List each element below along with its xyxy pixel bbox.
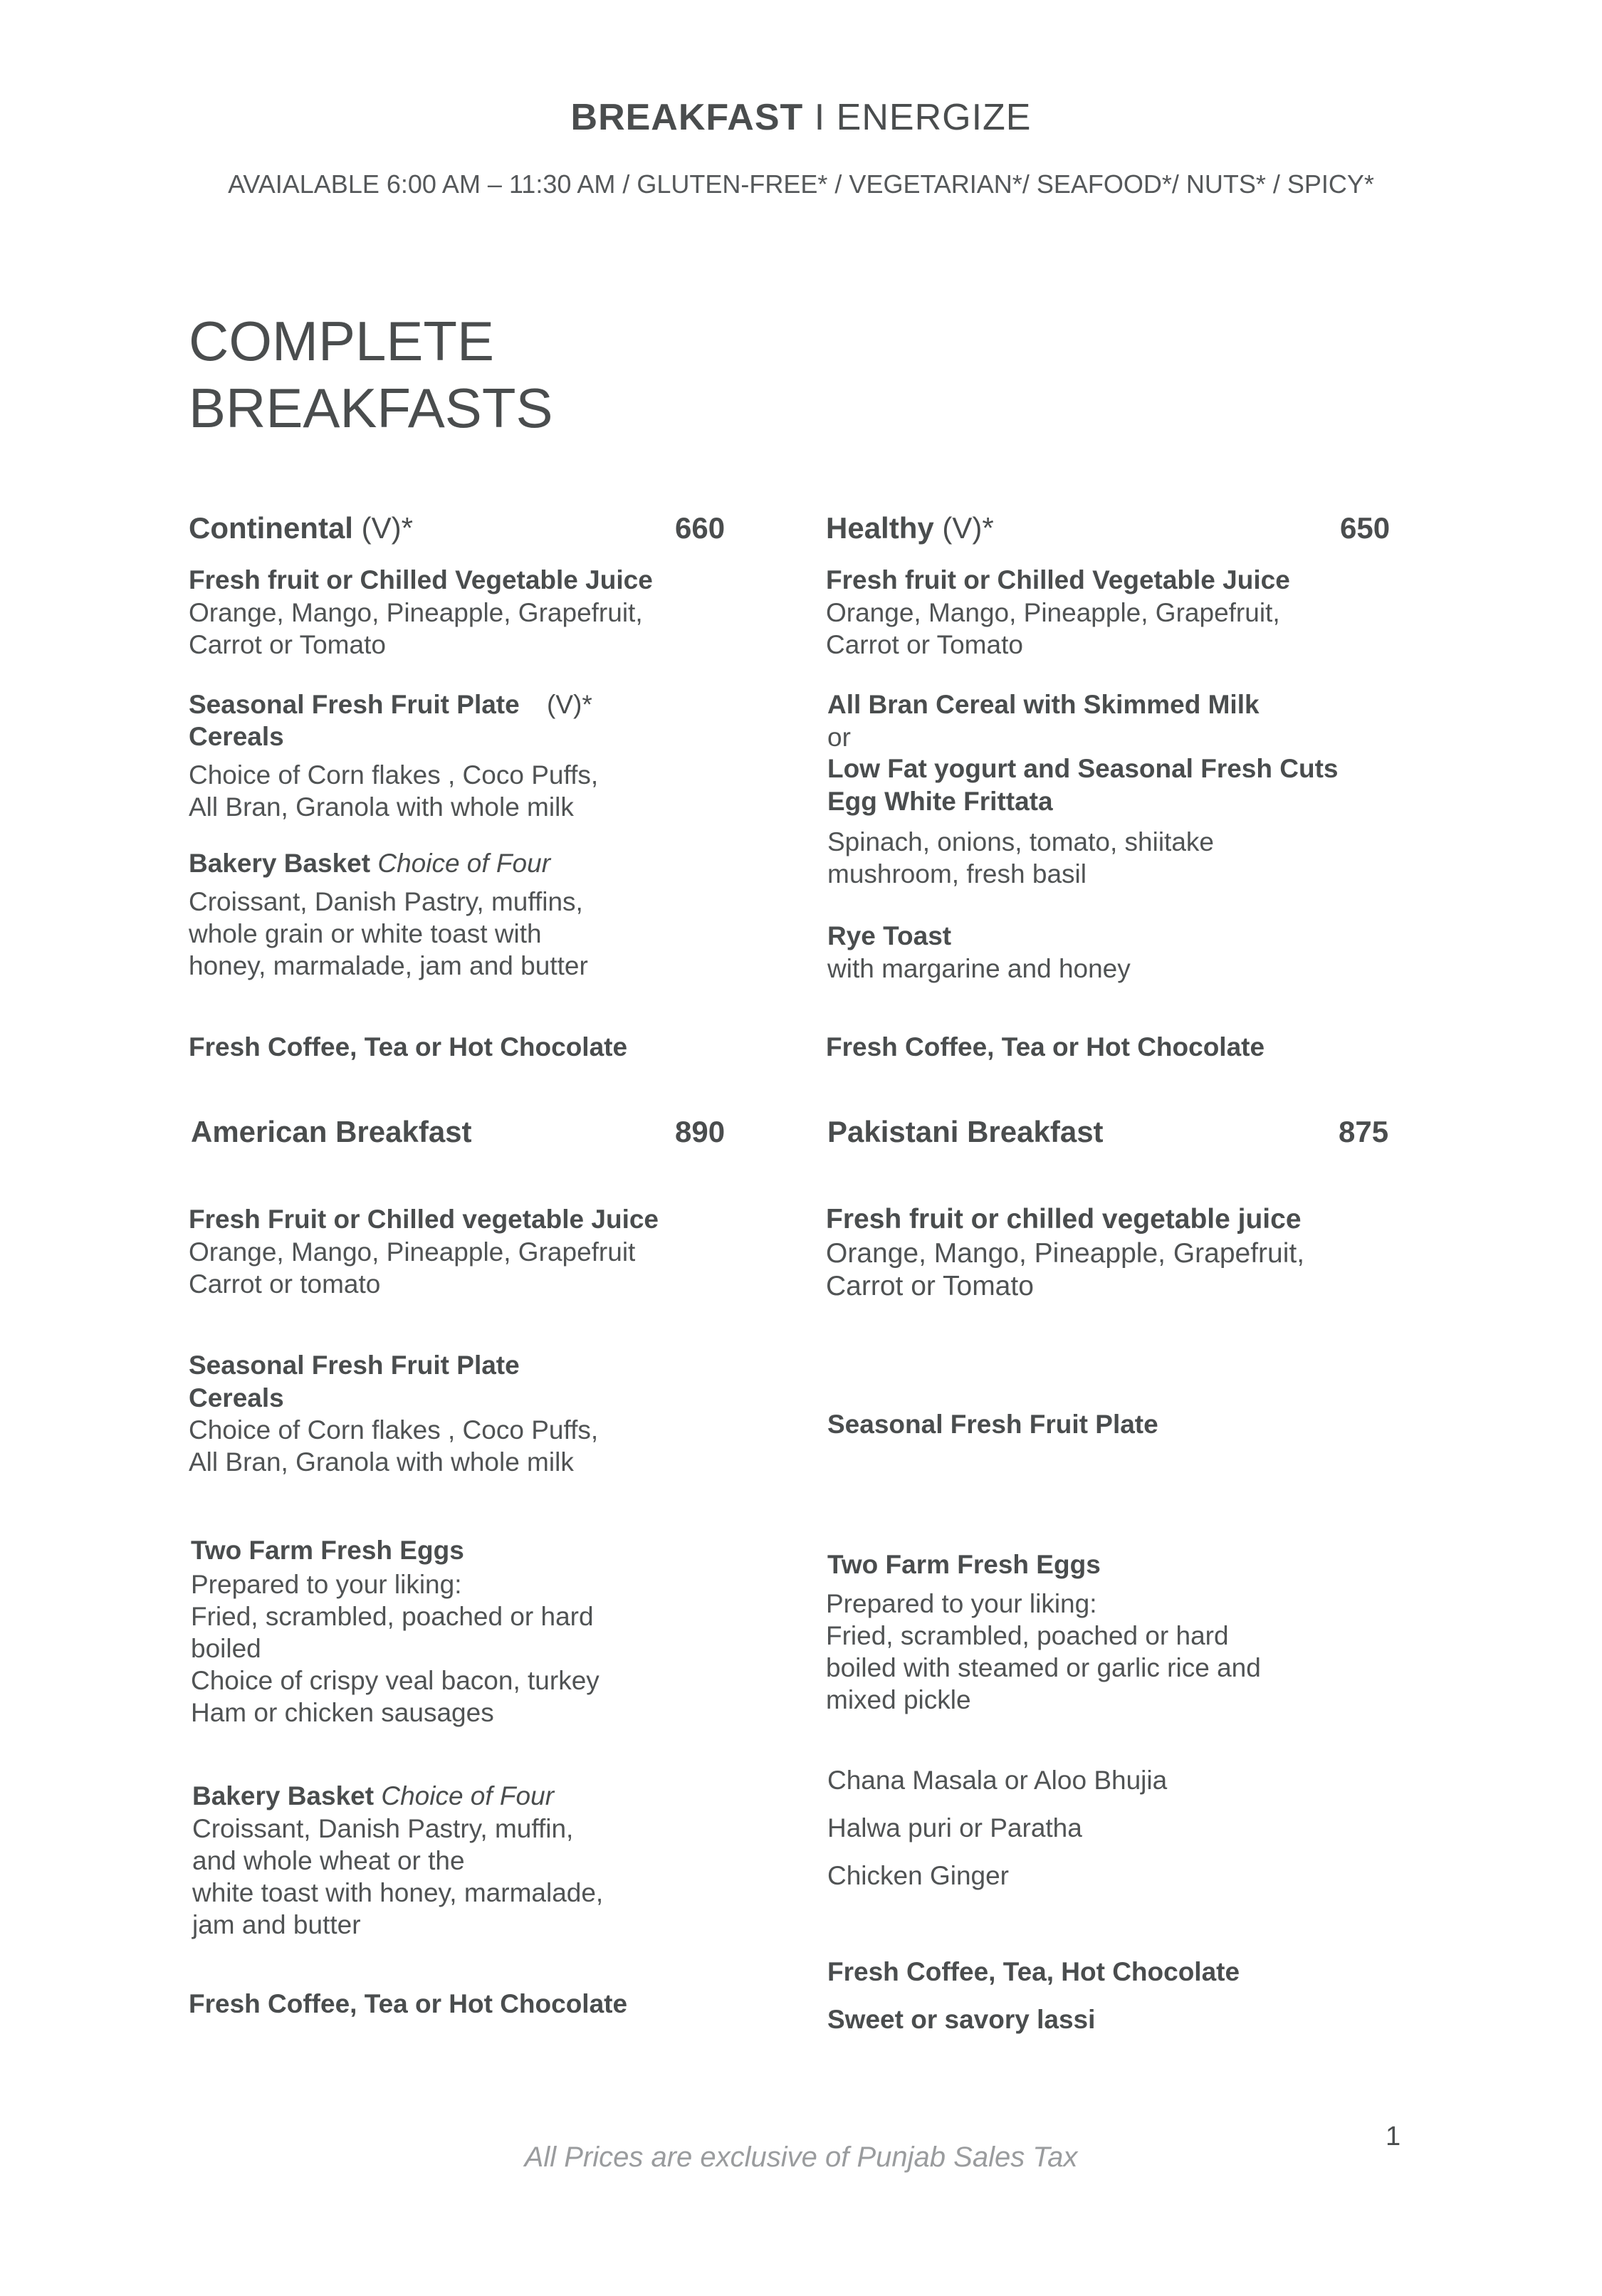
continental-fruit-name bbox=[189, 688, 592, 721]
continental-bakery-desc1: Croissant, Danish Pastry, muffins, bbox=[189, 887, 583, 916]
healthy-frittata-name: Egg White Frittata bbox=[827, 787, 1053, 816]
pakistani-price: 875 bbox=[1339, 1115, 1389, 1148]
continental-bakery-desc2: whole grain or white toast with bbox=[189, 919, 542, 948]
american-fruit-name: Seasonal Fresh Fruit Plate bbox=[189, 1351, 520, 1380]
continental-juice-name: Fresh fruit or Chilled Vegetable Juice bbox=[189, 565, 653, 594]
american-eggs-desc1: Prepared to your liking: bbox=[191, 1570, 462, 1599]
healthy-tag: (V)* bbox=[942, 511, 994, 545]
page-title bbox=[0, 96, 1602, 139]
continental-price: 660 bbox=[675, 511, 726, 545]
healthy-or: or bbox=[827, 723, 851, 752]
healthy-title bbox=[826, 511, 994, 545]
american-title: American Breakfast bbox=[191, 1115, 472, 1148]
continental-cereals-desc1: Choice of Corn flakes , Coco Puffs, bbox=[189, 760, 599, 790]
continental-title bbox=[189, 511, 413, 545]
american-price: 890 bbox=[675, 1115, 726, 1148]
pakistani-drinks: Fresh Coffee, Tea, Hot Chocolate bbox=[827, 1957, 1240, 1986]
american-bakery-name bbox=[192, 1780, 554, 1813]
healthy-price: 650 bbox=[1340, 511, 1391, 545]
pakistani-juice-desc1: Orange, Mango, Pineapple, Grapefruit, bbox=[826, 1238, 1305, 1269]
tax-note: All Prices are exclusive of Punjab Sales Tax bbox=[524, 2142, 1078, 2173]
title-bold: BREAKFAST bbox=[570, 97, 804, 138]
continental-bakery-desc3: honey, marmalade, jam and butter bbox=[189, 951, 588, 980]
american-cereals-desc2: All Bran, Granola with whole milk bbox=[189, 1447, 574, 1477]
healthy-cereal-name: All Bran Cereal with Skimmed Milk bbox=[827, 690, 1260, 719]
section-title bbox=[189, 308, 553, 441]
pakistani-option1: Chana Masala or Aloo Bhujia bbox=[827, 1766, 1168, 1795]
american-bakery-desc2: and whole wheat or the bbox=[192, 1846, 465, 1875]
continental-fruit-tag: (V)* bbox=[547, 690, 592, 719]
american-bakery-choice: Choice of Four bbox=[381, 1781, 555, 1810]
page-number: 1 bbox=[1386, 2122, 1401, 2151]
continental-bakery-name bbox=[189, 847, 550, 880]
american-juice-desc2: Carrot or tomato bbox=[189, 1269, 381, 1299]
pakistani-option3: Chicken Ginger bbox=[827, 1861, 1010, 1890]
american-cereals-desc1: Choice of Corn flakes , Coco Puffs, bbox=[189, 1415, 599, 1445]
pakistani-title: Pakistani Breakfast bbox=[827, 1115, 1104, 1148]
pakistani-juice-desc2: Carrot or Tomato bbox=[826, 1271, 1034, 1301]
continental-fruit-label: Seasonal Fresh Fruit Plate bbox=[189, 690, 520, 719]
american-eggs-desc2: Fried, scrambled, poached or hard bbox=[191, 1602, 594, 1631]
pakistani-lassi: Sweet or savory lassi bbox=[827, 2005, 1096, 2034]
american-bakery-label: Bakery Basket bbox=[192, 1781, 375, 1810]
pakistani-eggs-desc3: boiled with steamed or garlic rice and bbox=[826, 1653, 1261, 1682]
section-title-line1: COMPLETE bbox=[189, 310, 495, 372]
continental-cereals-name: Cereals bbox=[189, 722, 284, 751]
pakistani-eggs-name: Two Farm Fresh Eggs bbox=[827, 1550, 1101, 1579]
american-bakery-desc4: jam and butter bbox=[192, 1910, 361, 1939]
healthy-toast-name: Rye Toast bbox=[827, 921, 952, 950]
healthy-drinks: Fresh Coffee, Tea or Hot Chocolate bbox=[826, 1032, 1265, 1061]
section-title-line2: BREAKFASTS bbox=[189, 377, 553, 439]
healthy-toast-desc: with margarine and honey bbox=[827, 954, 1131, 983]
continental-bakery-choice: Choice of Four bbox=[377, 849, 551, 878]
availability-subtitle: AVAIALABLE 6:00 AM – 11:30 AM / GLUTEN-FREE* / VEGETARIAN*/ SEAFOOD*/ NUTS* / SPICY* bbox=[228, 169, 1374, 199]
american-eggs-desc5: Ham or chicken sausages bbox=[191, 1698, 494, 1727]
pakistani-fruit-name: Seasonal Fresh Fruit Plate bbox=[827, 1410, 1158, 1439]
pakistani-eggs-desc1: Prepared to your liking: bbox=[826, 1589, 1097, 1618]
american-eggs-desc4: Choice of crispy veal bacon, turkey bbox=[191, 1666, 600, 1695]
continental-cereals-desc2: All Bran, Granola with whole milk bbox=[189, 792, 574, 822]
healthy-juice-name: Fresh fruit or Chilled Vegetable Juice bbox=[826, 565, 1290, 594]
american-juice-desc1: Orange, Mango, Pineapple, Grapefruit bbox=[189, 1237, 636, 1267]
pakistani-eggs-desc2: Fried, scrambled, poached or hard bbox=[826, 1621, 1229, 1650]
title-rest: I ENERGIZE bbox=[814, 97, 1032, 138]
continental-bakery-label: Bakery Basket bbox=[189, 849, 371, 878]
american-cereals-name: Cereals bbox=[189, 1383, 284, 1412]
healthy-frittata-desc2: mushroom, fresh basil bbox=[827, 859, 1087, 888]
continental-juice-desc1: Orange, Mango, Pineapple, Grapefruit, bbox=[189, 598, 643, 627]
american-bakery-desc1: Croissant, Danish Pastry, muffin, bbox=[192, 1814, 574, 1843]
american-drinks: Fresh Coffee, Tea or Hot Chocolate bbox=[189, 1989, 628, 2018]
continental-tag: (V)* bbox=[361, 511, 413, 545]
american-eggs-desc3: boiled bbox=[191, 1634, 261, 1663]
healthy-frittata-desc1: Spinach, onions, tomato, shiitake bbox=[827, 827, 1214, 856]
pakistani-eggs-desc4: mixed pickle bbox=[826, 1685, 971, 1714]
pakistani-option2: Halwa puri or Paratha bbox=[827, 1813, 1082, 1842]
healthy-name: Healthy bbox=[826, 511, 934, 545]
healthy-juice-desc2: Carrot or Tomato bbox=[826, 630, 1023, 659]
pakistani-juice-name: Fresh fruit or chilled vegetable juice bbox=[826, 1204, 1302, 1235]
healthy-juice-desc1: Orange, Mango, Pineapple, Grapefruit, bbox=[826, 598, 1280, 627]
healthy-yogurt-name: Low Fat yogurt and Seasonal Fresh Cuts bbox=[827, 754, 1339, 783]
american-eggs-name: Two Farm Fresh Eggs bbox=[191, 1536, 464, 1565]
continental-juice-desc2: Carrot or Tomato bbox=[189, 630, 386, 659]
continental-drinks: Fresh Coffee, Tea or Hot Chocolate bbox=[189, 1032, 628, 1061]
american-juice-name: Fresh Fruit or Chilled vegetable Juice bbox=[189, 1205, 659, 1234]
continental-name: Continental bbox=[189, 511, 353, 545]
american-bakery-desc3: white toast with honey, marmalade, bbox=[192, 1878, 604, 1907]
